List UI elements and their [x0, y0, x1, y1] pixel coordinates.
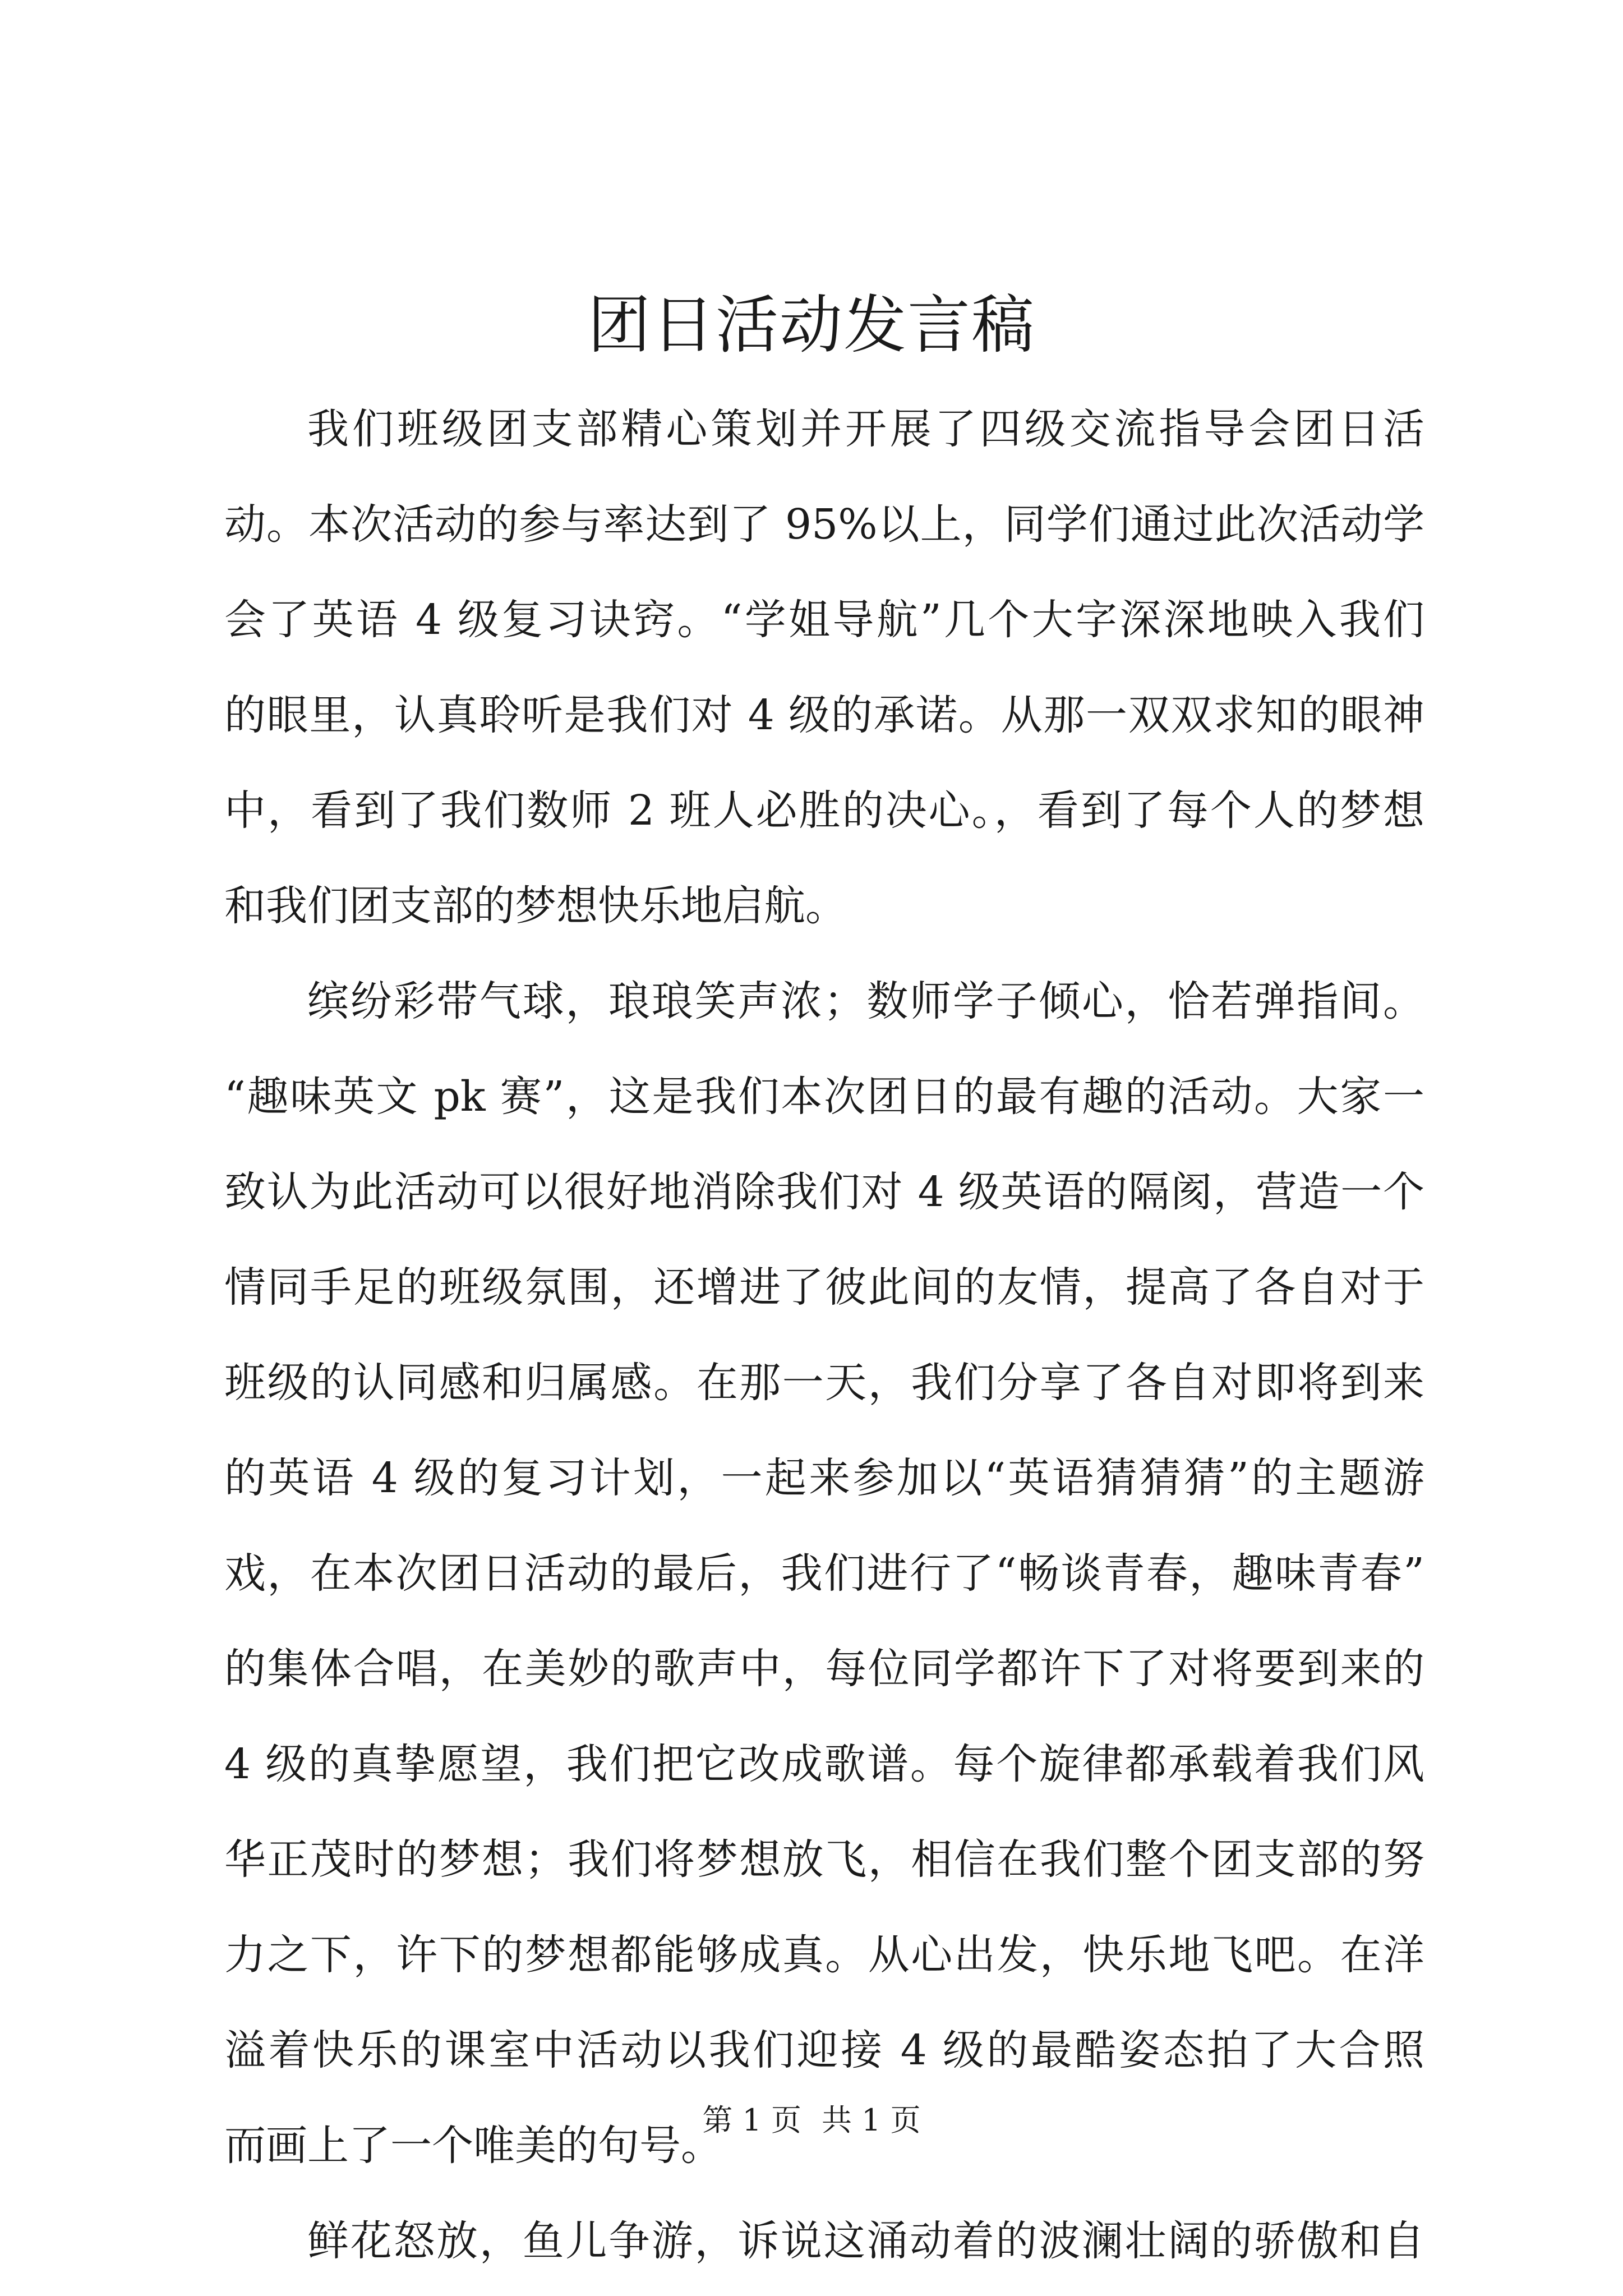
paragraph-line: “趣味英文 pk 赛”，这是我们本次团日的最有趣的活动。大家一 — [224, 1073, 1424, 1121]
paragraph-line: 致认为此活动可以很好地消除我们对 4 级英语的隔阂，营造一个 — [224, 1168, 1424, 1216]
paragraph-line: 4 级的真挚愿望，我们把它改成歌谱。每个旋律都承载着我们风 — [224, 1740, 1424, 1788]
paragraph-line: 的眼里，认真聆听是我们对 4 级的承诺。从那一双双求知的眼神 — [224, 691, 1424, 739]
paragraph-line: 溢着快乐的课室中活动以我们迎接 4 级的最酷姿态拍了大合照 — [224, 2026, 1424, 2074]
document-title: 团日活动发言稿 — [588, 289, 1035, 362]
page-footer — [0, 2098, 1623, 2143]
paragraph-line: 中，看到了我们数师 2 班人必胜的决心。，看到了每个人的梦想 — [224, 786, 1424, 835]
paragraph-line: 华正茂时的梦想；我们将梦想放飞，相信在我们整个团支部的努 — [224, 1835, 1424, 1884]
document-body — [224, 381, 1424, 2289]
paragraph-line: 戏，在本次团日活动的最后，我们进行了“畅谈青春，趣味青春” — [224, 1549, 1424, 1598]
paragraph-line: 缤纷彩带气球，琅琅笑声浓；数师学子倾心，恰若弹指间。 — [307, 977, 1424, 1025]
paragraph-line: 力之下，许下的梦想都能够成真。从心出发，快乐地飞吧。在洋 — [224, 1931, 1424, 1979]
paragraph-line: 我们班级团支部精心策划并开展了四级交流指导会团日活 — [307, 405, 1424, 453]
page-total: 共 1 页 — [822, 2102, 921, 2138]
page-number: 第 1 页 — [702, 2102, 801, 2138]
paragraph-line: 动。本次活动的参与率达到了 95%以上，同学们通过此次活动学 — [224, 500, 1424, 549]
paragraph-line: 而画上了一个唯美的句号。 — [224, 2122, 722, 2170]
paragraph-line: 和我们团支部的梦想快乐地启航。 — [224, 882, 847, 930]
paragraph-line: 会了英语 4 级复习诀窍。“学姐导航”几个大字深深地映入我们 — [224, 596, 1424, 644]
paragraph-line: 班级的认同感和归属感。在那一天，我们分享了各自对即将到来 — [224, 1359, 1424, 1407]
paragraph-line: 的英语 4 级的复习计划，一起来参加以“英语猜猜猜”的主题游 — [224, 1454, 1424, 1502]
paragraph-line: 鲜花怒放，鱼儿争游，诉说这涌动着的波澜壮阔的骄傲和自 — [307, 2217, 1424, 2265]
paragraph-line: 情同手足的班级氛围，还增进了彼此间的友情，提高了各自对于 — [224, 1263, 1424, 1312]
paragraph-line: 的集体合唱，在美妙的歌声中，每位同学都许下了对将要到来的 — [224, 1645, 1424, 1693]
